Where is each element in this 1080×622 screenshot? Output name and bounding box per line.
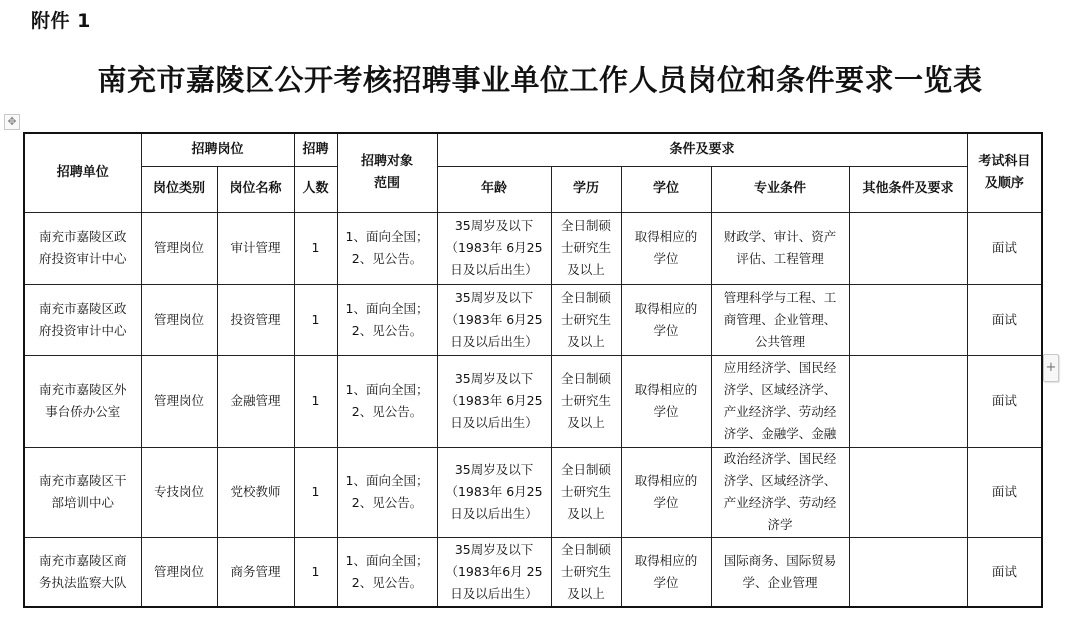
cell-education: [551, 537, 621, 607]
cell-major-text: 管理科学与工程、工 商管理、企业管理、 公共管理: [723, 289, 837, 349]
header-age: 年龄: [437, 166, 551, 212]
cell-target-scope: [337, 355, 437, 447]
cell-exam: 面试: [967, 447, 1042, 537]
cell-unit-text: 南充市嘉陵区外 事台侨办公室: [38, 382, 127, 419]
cell-unit-text: 南充市嘉陵区政 府投资审计中心: [38, 300, 127, 338]
cell-degree: [621, 212, 711, 284]
header-row-1: [24, 133, 1042, 166]
cell-position-name: 商务管理: [217, 537, 294, 607]
cell-major: [711, 284, 849, 355]
cell-target-scope: [337, 284, 437, 355]
cell-education-text: 全日制硕 士研究生 及以上: [561, 371, 612, 430]
cell-degree-text: 取得相应的 学位: [634, 382, 698, 419]
cell-unit: [24, 447, 141, 537]
header-target-scope-text: 招聘对象 范围: [361, 153, 414, 191]
cell-position-type: 管理岗位: [141, 212, 217, 284]
cell-age: [437, 537, 551, 607]
cell-position-type: 管理岗位: [141, 284, 217, 355]
cell-age: [437, 355, 551, 447]
header-target-scope: [337, 133, 437, 212]
header-degree: 学位: [621, 166, 711, 212]
cell-target-scope: [337, 447, 437, 537]
attachment-label: 附件 1: [31, 10, 91, 32]
table-row: [24, 537, 1042, 607]
cell-degree-text: 取得相应的 学位: [634, 300, 698, 338]
cell-major: [711, 355, 849, 447]
recruitment-table: [23, 132, 1043, 608]
cell-education: [551, 355, 621, 447]
header-major: 专业条件: [711, 166, 849, 212]
cell-degree-text: 取得相应的 学位: [634, 229, 698, 266]
table-row: [24, 284, 1042, 355]
header-position-group: 招聘岗位: [141, 133, 294, 166]
cell-exam: 面试: [967, 284, 1042, 355]
cell-major: [711, 537, 849, 607]
cell-age-text: 35周岁及以下 （1983年 6月25 日及以后出生）: [445, 289, 543, 349]
cell-exam: 面试: [967, 212, 1042, 284]
cell-age-text: 35周岁及以下 （1983年 6月25 日及以后出生）: [445, 218, 543, 277]
cell-target-scope-text: 1、面向全国； 2、见公告。: [345, 552, 429, 590]
header-position-name: 岗位名称: [217, 166, 294, 212]
cell-unit-text: 南充市嘉陵区政 府投资审计中心: [38, 229, 127, 266]
cell-position-name: 金融管理: [217, 355, 294, 447]
cell-target-scope-text: 1、面向全国； 2、见公告。: [345, 229, 429, 266]
cell-target-scope-text: 1、面向全国； 2、见公告。: [345, 300, 429, 338]
cell-count: 1: [294, 284, 337, 355]
cell-age: [437, 447, 551, 537]
add-column-icon[interactable]: +: [1043, 354, 1059, 382]
cell-degree: [621, 537, 711, 607]
cell-count: 1: [294, 447, 337, 537]
document-title: 南充市嘉陵区公开考核招聘事业单位工作人员岗位和条件要求一览表: [97, 63, 983, 97]
cell-count: 1: [294, 355, 337, 447]
cell-unit-text: 南充市嘉陵区干 部培训中心: [38, 473, 127, 510]
cell-unit-text: 南充市嘉陵区商 务执法监察大队: [38, 552, 127, 590]
table-row: [24, 212, 1042, 284]
cell-position-name: 投资管理: [217, 284, 294, 355]
cell-major: [711, 212, 849, 284]
cell-other: [849, 447, 967, 537]
cell-age-text: 35周岁及以下 （1983年 6月25 日及以后出生）: [445, 462, 543, 521]
header-count-bottom: 人数: [294, 166, 337, 212]
cell-age: [437, 284, 551, 355]
cell-unit: [24, 355, 141, 447]
cell-major-text: 财政学、审计、资产 评估、工程管理: [723, 229, 837, 266]
cell-degree-text: 取得相应的 学位: [634, 552, 698, 590]
cell-unit: [24, 537, 141, 607]
cell-target-scope-text: 1、面向全国； 2、见公告。: [345, 473, 429, 510]
cell-exam: 面试: [967, 537, 1042, 607]
cell-position-name: 党校教师: [217, 447, 294, 537]
cell-other: [849, 212, 967, 284]
cell-education: [551, 447, 621, 537]
cell-major-text: 政治经济学、国民经 济学、区域经济学、 产业经济学、劳动经 济学: [723, 451, 837, 532]
cell-unit: [24, 212, 141, 284]
cell-major-text: 国际商务、国际贸易 学、企业管理: [723, 552, 837, 590]
cell-degree-text: 取得相应的 学位: [634, 473, 698, 510]
cell-position-type: 专技岗位: [141, 447, 217, 537]
cell-position-name: 审计管理: [217, 212, 294, 284]
cell-degree: [621, 355, 711, 447]
cell-exam: 面试: [967, 355, 1042, 447]
cell-age-text: 35周岁及以下 （1983年 6月25 日及以后出生）: [445, 371, 543, 430]
cell-other: [849, 355, 967, 447]
cell-education-text: 全日制硕 士研究生 及以上: [561, 541, 612, 601]
cell-count: 1: [294, 212, 337, 284]
header-conditions-group: 条件及要求: [437, 133, 967, 166]
cell-education-text: 全日制硕 士研究生 及以上: [561, 289, 612, 349]
cell-age: [437, 212, 551, 284]
cell-target-scope-text: 1、面向全国； 2、见公告。: [345, 382, 429, 419]
cell-unit: [24, 284, 141, 355]
cell-degree: [621, 447, 711, 537]
header-position-type: 岗位类别: [141, 166, 217, 212]
cell-target-scope: [337, 212, 437, 284]
cell-position-type: 管理岗位: [141, 355, 217, 447]
cell-count: 1: [294, 537, 337, 607]
header-exam-text: 考试科目 及顺序: [978, 153, 1031, 191]
header-count-top: 招聘: [294, 133, 337, 166]
cell-other: [849, 537, 967, 607]
cell-education: [551, 284, 621, 355]
cell-position-type: 管理岗位: [141, 537, 217, 607]
header-exam: [967, 133, 1042, 212]
header-education: 学历: [551, 166, 621, 212]
header-row-2: [24, 166, 1042, 212]
header-unit: 招聘单位: [24, 133, 141, 212]
header-other: 其他条件及要求: [849, 166, 967, 212]
cell-other: [849, 284, 967, 355]
cell-education: [551, 212, 621, 284]
cell-age-text: 35周岁及以下 （1983年6月 25 日及以后出生）: [445, 541, 543, 601]
table-row: [24, 447, 1042, 537]
cell-target-scope: [337, 537, 437, 607]
cell-education-text: 全日制硕 士研究生 及以上: [561, 218, 612, 277]
cell-degree: [621, 284, 711, 355]
table-row: [24, 355, 1042, 447]
cell-major-text: 应用经济学、国民经 济学、区域经济学、 产业经济学、劳动经 济学、金融学、金融: [723, 360, 837, 441]
cell-major: [711, 447, 849, 537]
cell-education-text: 全日制硕 士研究生 及以上: [561, 462, 612, 521]
table-move-handle-icon[interactable]: ✥: [4, 114, 20, 130]
